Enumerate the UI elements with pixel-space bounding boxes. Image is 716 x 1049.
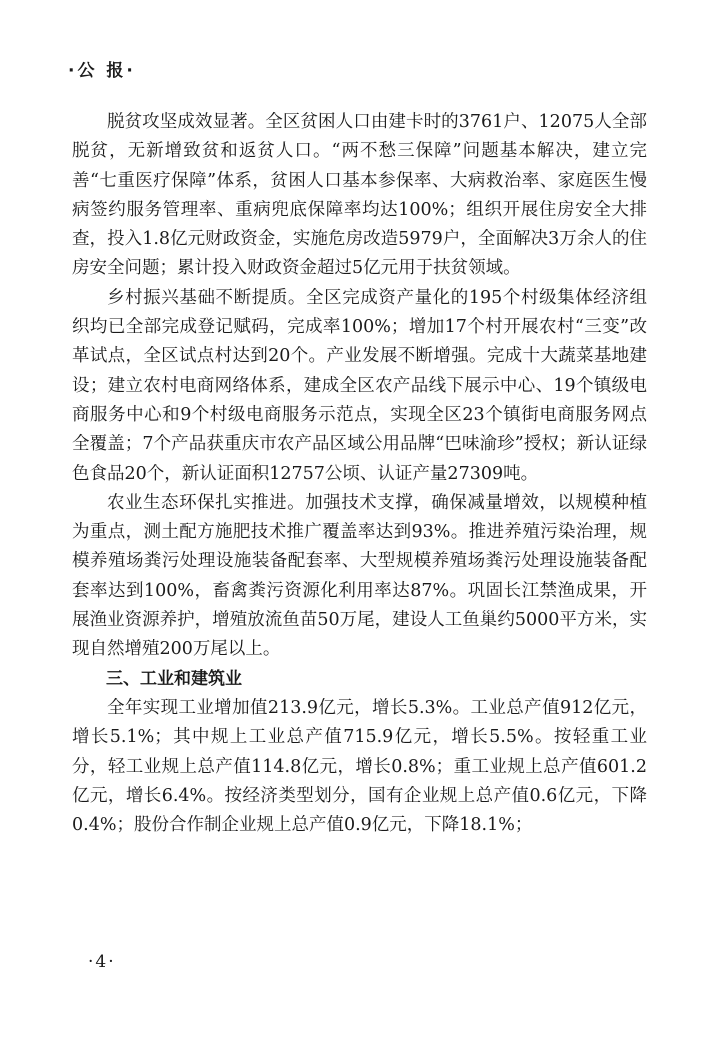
document-body xyxy=(72,108,647,840)
paragraph-rural-revitalization: 乡村振兴基础不断提质。全区完成资产量化的195个村级集体经济组织均已全部完成登记赋码，完成率100%；增加17个村开展农村“三变”改革试点，全区试点村达到20个。产业发展不断增强。完成十大蔬菜基地建设；建立农村电商网络体系，建成全区农产品线下展示中心、19个镇级电商服务中心和9个村级电商服务示范点，实现全区23个镇街电商服务网点全覆盖；7个产品获重庆市农产品区域公用品牌“巴味渝珍”授权；新认证绿色食品20个，新认证面积12757公顷、认证产量27309吨。 xyxy=(72,287,647,484)
section-heading: 三、工业和建筑业 xyxy=(106,668,242,689)
paragraph-industry: 全年实现工业增加值213.9亿元，增长5.3%。工业总产值912亿元，增长5.1%；其中规上工业总产值715.9亿元，增长5.5%。按轻重工业分，轻工业规上总产值114.8亿元，增长0.8%；重工业规上总产值601.2亿元，增长6.4%。按经济类型划分，国有企业规上总产值0.6亿元，下降0.4%；股份合作制企业规上总产值0.9亿元，下降18.1%； xyxy=(72,697,647,836)
section-header: ·公 报· xyxy=(68,61,136,81)
paragraph-agri-ecology: 农业生态环保扎实推进。加强技术支撑，确保减量增效，以规模种植为重点，测土配方施肥技术推广覆盖率达到93%。推进养殖污染治理，规模养殖场粪污处理设施装备配套率、大型规模养殖场粪污处理设施装备配套率达到100%，畜禽粪污资源化利用率达87%。巩固长江禁渔成果，开展渔业资源养护，增殖放流鱼苗50万尾，建设人工鱼巢约5000平方米，实现自然增殖200万尾以上。 xyxy=(72,492,647,660)
page-number: ·4· xyxy=(88,952,116,972)
paragraph-poverty: 脱贫攻坚成效显著。全区贫困人口由建卡时的3761户、12075人全部脱贫，无新增致贫和返贫人口。“两不愁三保障”问题基本解决，建立完善“七重医疗保障”体系，贫困人口基本参保率、大病救治率、家庭医生慢病签约服务管理率、重病兜底保障率均达100%；组织开展住房安全大排查，投入1.8亿元财政资金，实施危房改造5979户，全面解决3万余人的住房安全问题；累计投入财政资金超过5亿元用于扶贫领域。 xyxy=(72,112,647,279)
